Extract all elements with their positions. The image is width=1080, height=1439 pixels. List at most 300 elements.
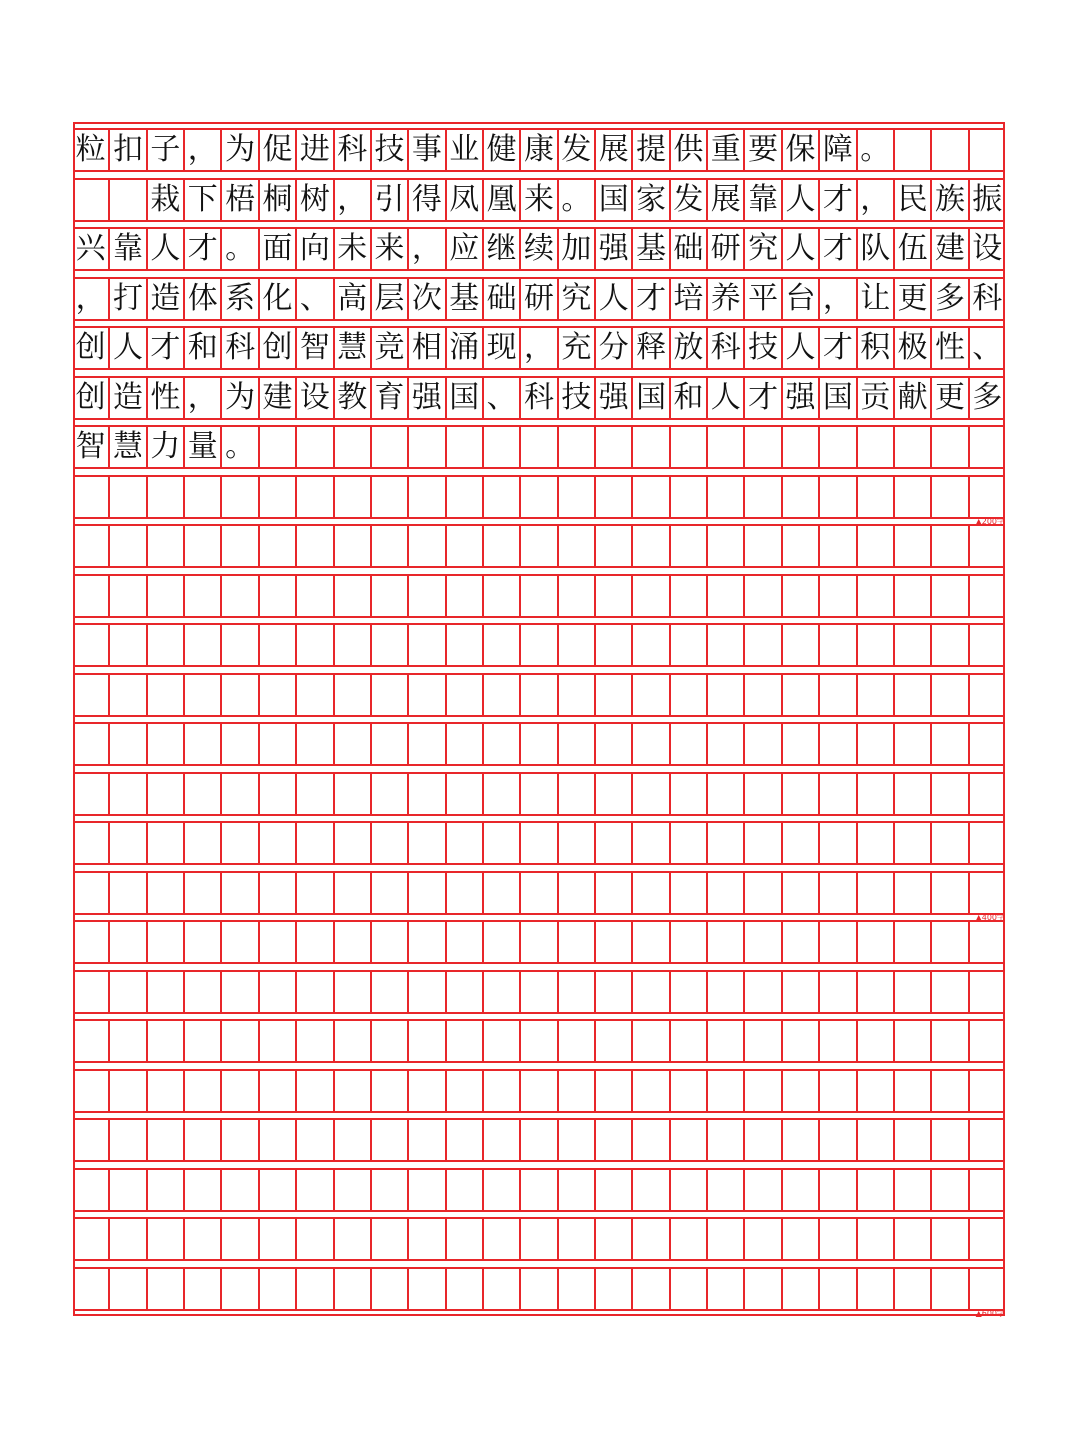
grid-cell [858,823,895,863]
grid-cell [110,477,147,517]
grid-cell: 科 [972,280,1003,316]
grid-cell [970,675,1005,715]
grid-cell [932,823,969,863]
grid-cell: 献 [895,378,932,418]
grid-cell [895,1170,932,1210]
grid-cell [409,873,446,913]
grid-cell [297,477,334,517]
grid-cell [372,1071,409,1111]
grid-cell [895,625,932,665]
grid-cell [148,1021,185,1061]
grid-cell [73,823,110,863]
grid-cell [185,823,222,863]
grid-cell [185,1269,222,1309]
grid-cell [484,724,521,764]
grid-cell [708,1120,745,1160]
grid-cell: 竞 [372,328,409,368]
grid-cell [335,873,372,913]
grid-cell [895,922,932,962]
grid-cell [260,477,297,517]
grid-cell [708,526,745,566]
grid-cell: 子 [148,130,185,170]
grid-cell [484,1120,521,1160]
grid-cell [372,972,409,1012]
grid-cell [447,1170,484,1210]
grid-cell: 层 [372,279,409,319]
grid-cell [559,625,596,665]
grid-cell [409,427,446,467]
word-count-marker: ▲200字 [975,516,1005,526]
grid-cell [297,1219,334,1259]
grid-cell [260,1219,297,1259]
grid-cell [260,526,297,566]
grid-cell: 分 [596,328,633,368]
grid-cell: 振 [972,181,1003,217]
grid-cell: 供 [671,130,708,170]
grid-cell [783,922,820,962]
grid-cell [222,1269,259,1309]
grid-cell [932,972,969,1012]
grid-cell: 研 [708,229,745,269]
grid-cell [297,1021,334,1061]
grid-cell [820,1071,857,1111]
grid-cell: 梧 [222,180,259,220]
grid-cell [222,922,259,962]
grid-cell [820,1021,857,1061]
grid-cell [895,1120,932,1160]
grid-cell [447,1021,484,1061]
grid-cell [335,774,372,814]
grid-cell [895,774,932,814]
grid-cell [970,130,1005,170]
grid-cell [222,823,259,863]
grid-cell [409,625,446,665]
grid-cell [671,922,708,962]
grid-cell [335,972,372,1012]
grid-row [73,623,1005,667]
grid-cell [745,427,782,467]
grid-cell [297,1269,334,1309]
grid-cell [484,1071,521,1111]
grid-cell [372,1021,409,1061]
grid-cell [895,675,932,715]
grid-cell [110,873,147,913]
grid-cell [73,1219,110,1259]
grid-cell [372,724,409,764]
grid-cell [521,1071,558,1111]
grid-row [73,1019,1005,1063]
grid-cell: 发 [671,180,708,220]
grid-cell [783,477,820,517]
grid-cell [596,823,633,863]
grid-cell [596,1269,633,1309]
grid-cell [820,526,857,566]
grid-cell [447,823,484,863]
grid-cell: ， [73,279,110,319]
grid-cell [559,724,596,764]
grid-cell [820,724,857,764]
grid-cell [73,774,110,814]
grid-cell: 得 [409,180,446,220]
grid-cell [222,675,259,715]
grid-cell [222,873,259,913]
grid-row [73,227,1005,271]
grid-cell: 多 [972,379,1003,415]
grid-cell [783,1219,820,1259]
grid-cell: 为 [222,378,259,418]
grid-cell [596,873,633,913]
grid-cell [932,774,969,814]
grid-cell [260,774,297,814]
grid-cell: 才 [148,328,185,368]
grid-cell [73,1269,110,1309]
grid-cell [148,774,185,814]
grid-cell [745,1071,782,1111]
grid-cell [858,675,895,715]
grid-cell [335,675,372,715]
grid-row [73,772,1005,816]
grid-cell [633,477,670,517]
grid-cell [708,1021,745,1061]
grid-cell [447,675,484,715]
grid-cell [260,576,297,616]
grid-cell: 强 [596,229,633,269]
grid-cell [297,724,334,764]
grid-cell [858,972,895,1012]
grid-cell [409,1021,446,1061]
grid-cell [185,1021,222,1061]
grid-cell [372,526,409,566]
grid-cell [783,1071,820,1111]
grid-cell: 才 [820,328,857,368]
grid-cell [185,724,222,764]
grid-cell: 强 [409,378,446,418]
grid-cell [932,1219,969,1259]
grid-cell [895,972,932,1012]
grid-cell [745,724,782,764]
grid-cell: 慧 [110,427,147,467]
grid-cell [559,1269,596,1309]
grid-cell [970,625,1005,665]
grid-cell [409,774,446,814]
grid-cell [559,526,596,566]
grid-cell [745,774,782,814]
grid-row [73,821,1005,865]
grid-cell [783,625,820,665]
grid-row [73,277,1005,321]
grid-cell [559,1071,596,1111]
grid-cell [858,1021,895,1061]
grid-cell: 究 [745,229,782,269]
grid-cell: 智 [297,328,334,368]
grid-cell [148,972,185,1012]
grid-row [73,574,1005,618]
grid-cell [222,576,259,616]
grid-cell [409,823,446,863]
grid-cell [73,972,110,1012]
grid-cell [409,576,446,616]
grid-cell [335,724,372,764]
grid-cell: 础 [671,229,708,269]
grid-cell: 次 [409,279,446,319]
grid-row [73,871,1005,915]
grid-cell [335,1170,372,1210]
grid-cell: 科 [335,130,372,170]
grid-cell: ， [335,180,372,220]
grid-cell [895,1269,932,1309]
grid-cell: 育 [372,378,409,418]
grid-cell [895,130,932,170]
grid-cell: 重 [708,130,745,170]
grid-cell: 伍 [895,229,932,269]
grid-cell [783,972,820,1012]
grid-cell [409,724,446,764]
grid-cell [858,1269,895,1309]
grid-cell: 让 [858,279,895,319]
grid-cell [559,922,596,962]
word-count-marker: ▲400字 [975,912,1005,922]
grid-cell [596,1021,633,1061]
grid-cell [222,1170,259,1210]
grid-cell [895,873,932,913]
grid-cell [559,774,596,814]
grid-cell [447,576,484,616]
grid-cell [409,1219,446,1259]
grid-cell [858,1071,895,1111]
grid-cell: 相 [409,328,446,368]
grid-cell [185,526,222,566]
grid-cell [596,625,633,665]
grid-cell: 才 [820,229,857,269]
grid-cell [745,873,782,913]
grid-cell [895,823,932,863]
grid-cell [633,1170,670,1210]
grid-cell [783,1269,820,1309]
grid-cell [521,427,558,467]
grid-cell [110,625,147,665]
grid-cell [858,1219,895,1259]
grid-cell [783,576,820,616]
grid-cell [596,922,633,962]
grid-cell: 未 [335,229,372,269]
grid-cell [110,774,147,814]
grid-cell [783,1120,820,1160]
grid-cell [932,576,969,616]
grid-cell [820,972,857,1012]
grid-cell [222,1071,259,1111]
grid-cell [783,823,820,863]
grid-cell [596,576,633,616]
grid-row [73,1217,1005,1261]
grid-cell [708,774,745,814]
grid-cell: 人 [596,279,633,319]
grid-cell [858,625,895,665]
grid-cell [73,526,110,566]
grid-cell [335,1021,372,1061]
grid-cell [484,477,521,517]
grid-cell [185,972,222,1012]
grid-cell: 才 [633,279,670,319]
grid-cell: 科 [708,328,745,368]
grid-cell: 来 [372,229,409,269]
grid-cell: 。 [222,229,259,269]
grid-cell [970,823,1005,863]
grid-row [73,178,1005,222]
grid-cell: 基 [633,229,670,269]
grid-cell: 础 [484,279,521,319]
grid-cell [970,1170,1005,1210]
grid-cell [73,625,110,665]
grid-cell [783,526,820,566]
grid-cell: 建 [260,378,297,418]
grid-cell [932,1269,969,1309]
grid-cell [335,1219,372,1259]
grid-cell [745,823,782,863]
grid-cell: 队 [858,229,895,269]
grid-cell [820,1269,857,1309]
grid-cell [110,1170,147,1210]
grid-cell: 打 [110,279,147,319]
grid-cell: 设 [972,231,1003,266]
grid-cell [335,576,372,616]
grid-cell [820,675,857,715]
grid-cell [148,1120,185,1160]
grid-cell: 性 [148,378,185,418]
grid-row [73,1168,1005,1212]
grid-cell: 民 [895,180,932,220]
grid-row [73,1069,1005,1113]
grid-cell [148,1071,185,1111]
grid-cell: 靠 [110,229,147,269]
grid-cell [633,1219,670,1259]
grid-cell [73,1071,110,1111]
grid-cell [671,427,708,467]
grid-cell [671,823,708,863]
grid-cell: 才 [745,378,782,418]
grid-cell [148,675,185,715]
grid-cell [596,675,633,715]
grid-cell [447,625,484,665]
grid-cell: 现 [484,328,521,368]
grid-cell: 才 [820,180,857,220]
grid-cell [372,576,409,616]
grid-cell: 培 [671,279,708,319]
grid-cell [633,972,670,1012]
grid-cell [110,972,147,1012]
grid-cell [185,1071,222,1111]
grid-cell: 技 [745,328,782,368]
grid-cell [671,625,708,665]
grid-cell [222,1021,259,1061]
grid-cell [484,625,521,665]
grid-cell [671,724,708,764]
grid-cell [708,922,745,962]
grid-cell [521,477,558,517]
grid-cell: 国 [633,378,670,418]
grid-cell: 事 [409,130,446,170]
grid-cell [596,724,633,764]
grid-cell [932,625,969,665]
grid-cell: 引 [372,180,409,220]
grid-cell [671,1021,708,1061]
grid-cell [484,774,521,814]
grid-cell [260,1170,297,1210]
grid-cell [148,526,185,566]
grid-cell [447,1269,484,1309]
grid-cell [559,427,596,467]
grid-cell [110,724,147,764]
grid-cell: 保 [783,130,820,170]
grid-cell: 多 [932,279,969,319]
grid-cell [895,1021,932,1061]
word-count-marker: ▲600字 [975,1308,1005,1318]
grid-cell [820,1170,857,1210]
grid-cell: ， [185,130,222,170]
grid-cell [783,427,820,467]
grid-cell [559,1120,596,1160]
grid-cell [73,922,110,962]
grid-cell [671,1071,708,1111]
grid-cell [596,1120,633,1160]
grid-cell [222,1120,259,1160]
grid-cell [297,972,334,1012]
grid-cell [745,1170,782,1210]
grid-cell [484,922,521,962]
grid-cell [484,675,521,715]
grid-cell [110,526,147,566]
grid-cell: 扣 [110,130,147,170]
grid-cell: 基 [447,279,484,319]
grid-cell [745,1021,782,1061]
grid-cell: 建 [932,229,969,269]
grid-cell [148,576,185,616]
grid-cell: 技 [559,378,596,418]
grid-cell [148,823,185,863]
grid-cell [596,477,633,517]
grid-cell [820,625,857,665]
grid-cell [73,477,110,517]
grid-cell: 高 [335,279,372,319]
grid-cell [521,675,558,715]
grid-cell [820,823,857,863]
grid-cell [521,873,558,913]
grid-cell: 技 [372,130,409,170]
grid-cell: 创 [73,328,110,368]
grid-cell: ， [521,328,558,368]
grid-cell [820,873,857,913]
grid-cell: 发 [559,130,596,170]
grid-cell [372,1269,409,1309]
grid-cell: 设 [297,378,334,418]
grid-cell: 充 [559,328,596,368]
grid-cell [222,477,259,517]
grid-row [73,425,1005,469]
grid-cell [297,675,334,715]
grid-cell [858,1120,895,1160]
grid-cell [484,1269,521,1309]
grid-cell: 强 [783,378,820,418]
grid-cell: 智 [73,427,110,467]
grid-cell [484,823,521,863]
grid-cell: 加 [559,229,596,269]
grid-cell [185,477,222,517]
grid-cell [521,922,558,962]
grid-cell [633,1120,670,1160]
grid-cell: 究 [559,279,596,319]
grid-cell [783,873,820,913]
grid-cell: 续 [521,229,558,269]
grid-cell [409,1071,446,1111]
